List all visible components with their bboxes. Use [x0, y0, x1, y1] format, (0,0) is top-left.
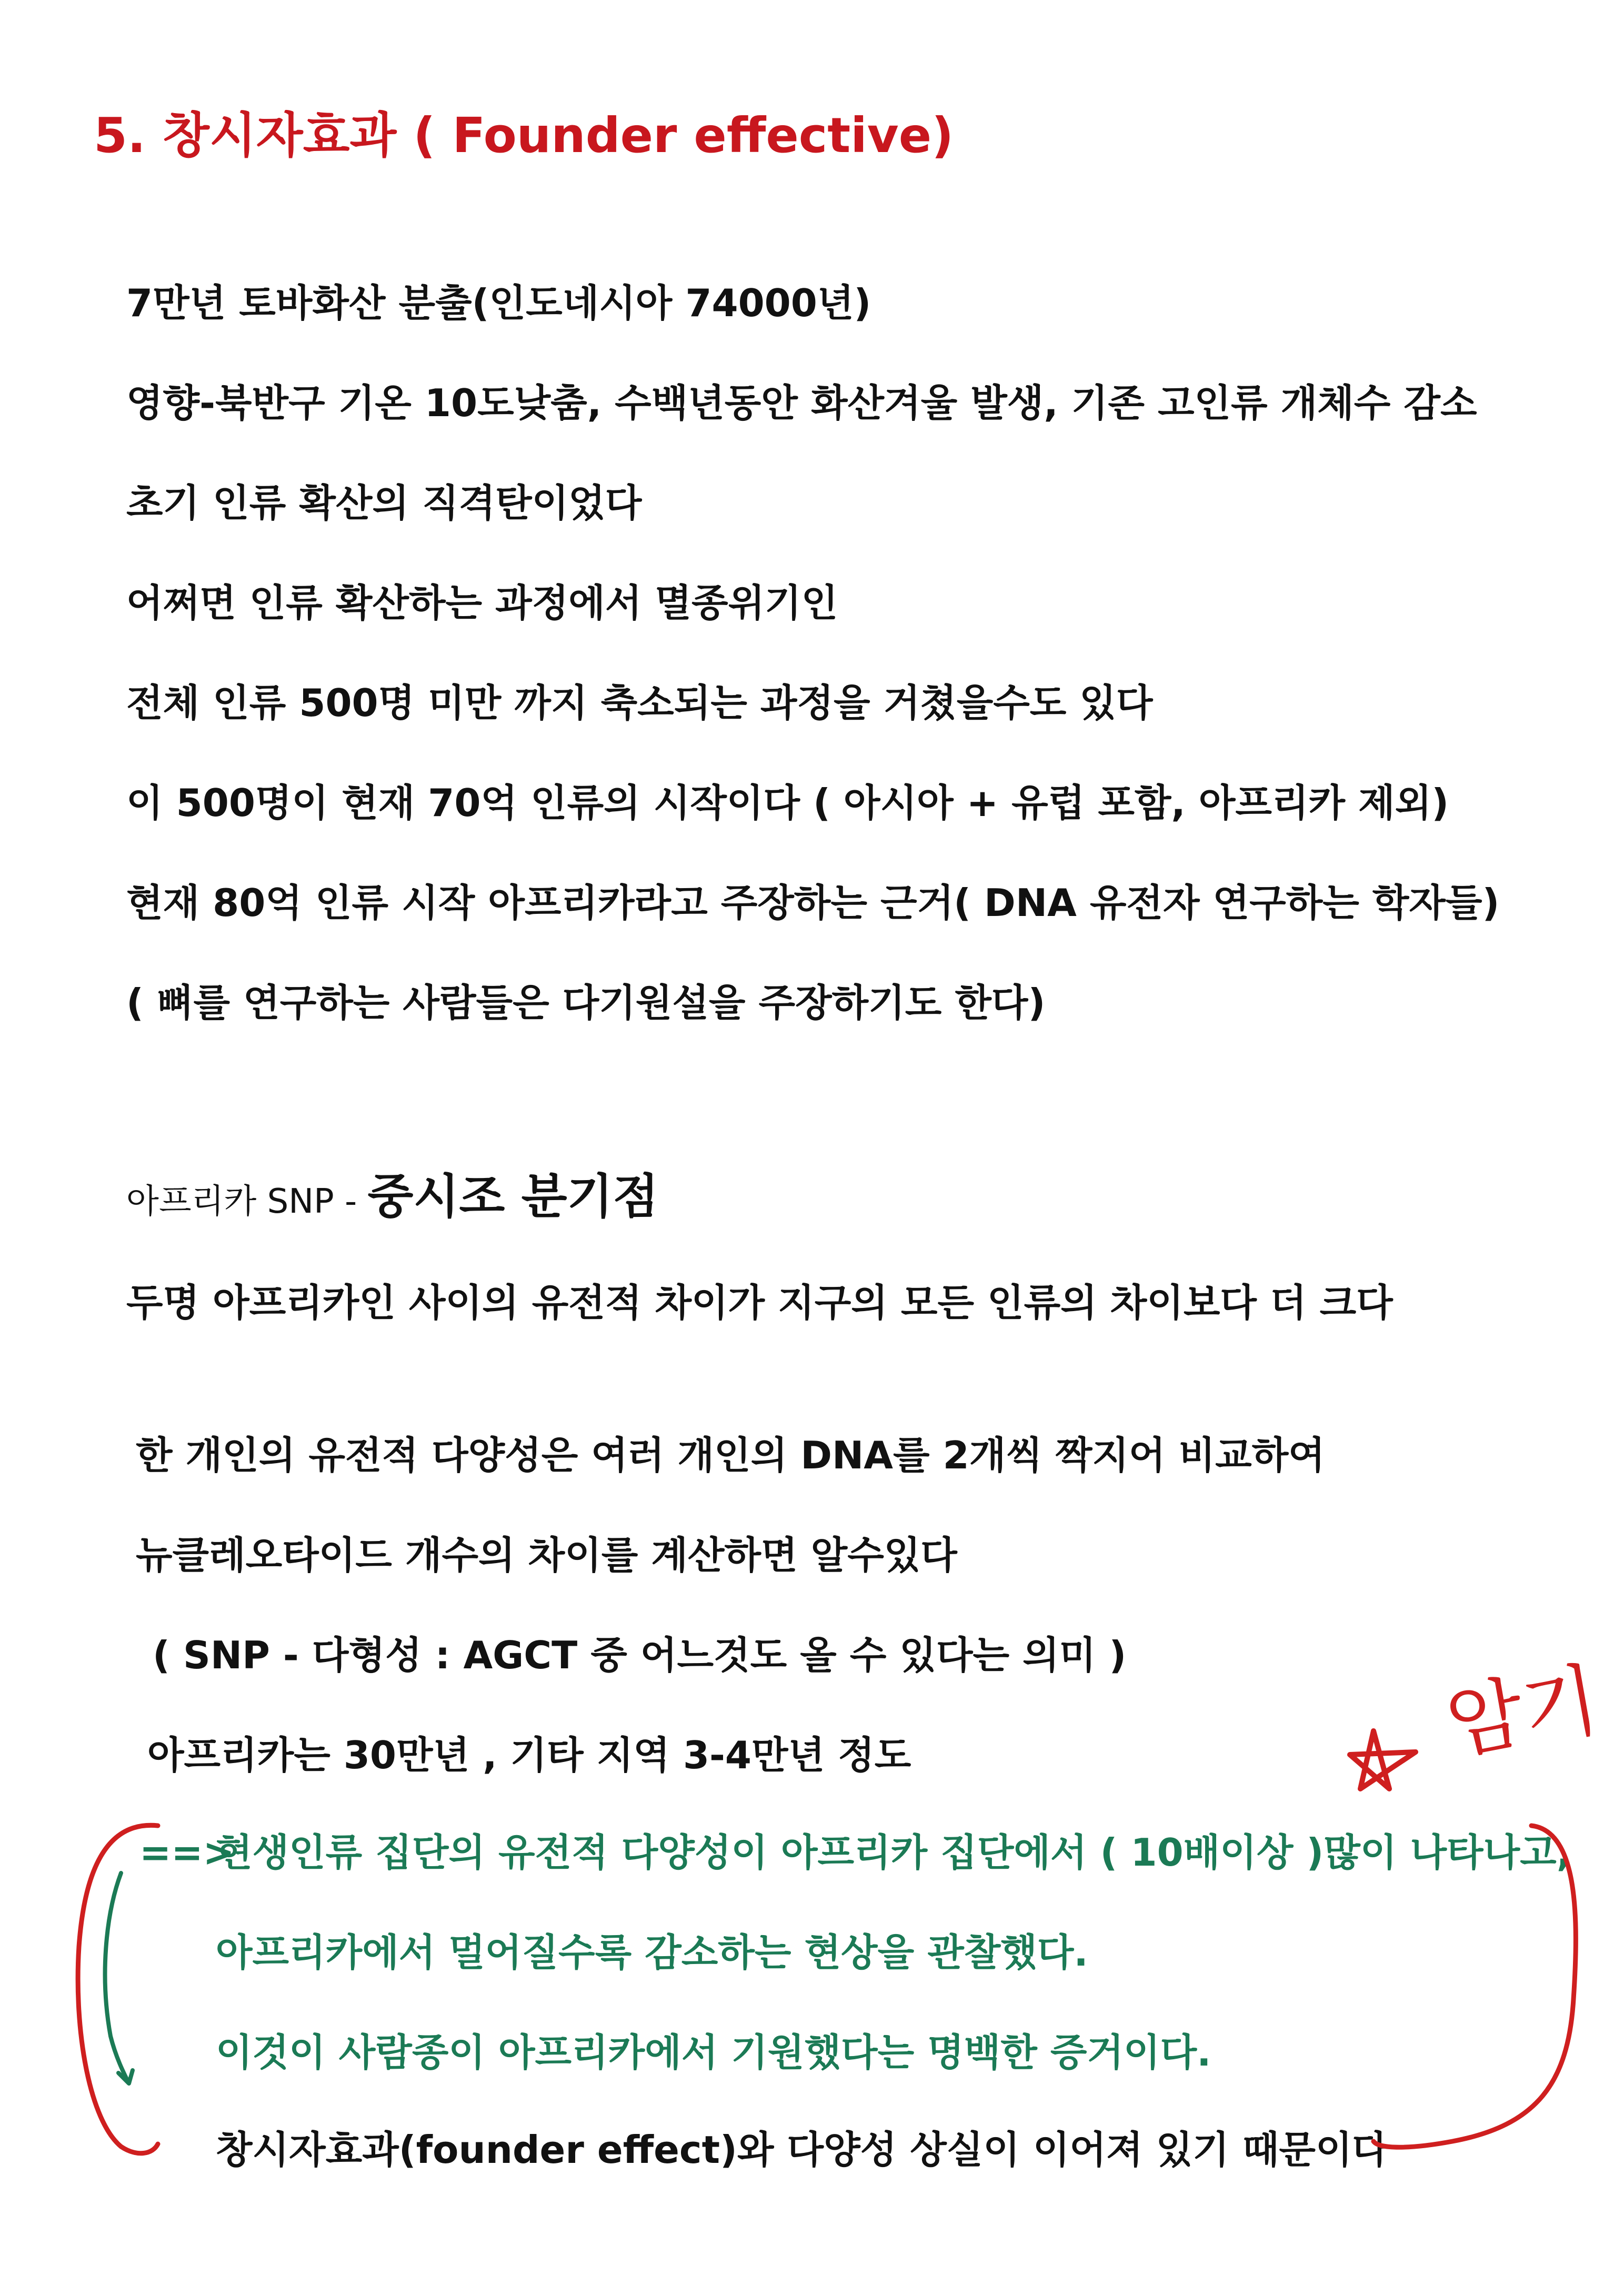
snp-line-3: 뉴클레오타이드 개수의 차이를 계산하면 알수있다 — [136, 1533, 957, 1577]
page-title: 5. 창시자효과 ( Founder effective) — [94, 107, 954, 164]
snp-line-2: 한 개인의 유전적 다양성은 여러 개인의 DNA를 2개씩 짝지어 비교하여 — [136, 1433, 1325, 1477]
snp-line-4: ( SNP - 다형성 : AGCT 중 어느것도 올 수 있다는 의미 ) — [153, 1633, 1127, 1677]
red-bracket-right — [1374, 1826, 1576, 2147]
snp-line-1: 두명 아프리카인 사이의 유전적 차이가 지구의 모든 인류의 차이보다 더 크다 — [126, 1281, 1393, 1325]
body-line-2: 영향-북반구 기온 10도낮춤, 수백년동안 화산겨울 발생, 기존 고인류 개체수 감소 — [126, 381, 1477, 425]
body-line-3: 초기 인류 확산의 직격탄이었다 — [126, 481, 642, 525]
conclusion-line-2: 아프리카에서 멀어질수록 감소하는 현상을 관찰했다. — [216, 1930, 1088, 1975]
snp-heading-emphasis: 중시조 분기점 — [367, 1169, 659, 1224]
red-bracket-left — [78, 1825, 158, 2153]
handwritten-note: 암기 — [1440, 1654, 1606, 1771]
snp-heading-prefix: 아프리카 SNP - — [126, 1182, 368, 1221]
body-line-1: 7만년 토바화산 분출(인도네시아 74000년) — [126, 281, 871, 325]
conclusion-line-1: 현생인류 집단의 유전적 다양성이 아프리카 집단에서 ( 10배이상 )많이 나타나고, — [216, 1830, 1571, 1875]
conclusion-final-line: 창시자효과(founder effect)와 다양성 상실이 이어져 있기 때문이다 — [216, 2128, 1389, 2172]
body-line-5: 전체 인류 500명 미만 까지 축소되는 과정을 거쳤을수도 있다 — [126, 681, 1153, 725]
body-line-8: ( 뼈를 연구하는 사람들은 다기원설을 주장하기도 한다) — [126, 981, 1046, 1025]
body-line-7: 현재 80억 인류 시작 아프리카라고 주장하는 근거( DNA 유전자 연구하는 학자들) — [126, 881, 1500, 925]
body-line-4: 어쩌면 인류 확산하는 과정에서 멸종위기인 — [126, 581, 838, 625]
conclusion-arrow: ==> — [139, 1830, 235, 1875]
star-icon — [1350, 1731, 1416, 1789]
snp-line-5: 아프리카는 30만년 , 기타 지역 3-4만년 정도 — [147, 1733, 911, 1777]
conclusion-line-3: 이것이 사람종이 아프리카에서 기원했다는 명백한 증거이다. — [216, 2030, 1211, 2075]
body-line-6: 이 500명이 현재 70억 인류의 시작이다 ( 아시아 + 유럽 포함, 아프리카 제외) — [126, 781, 1449, 825]
green-down-arrow — [105, 1873, 133, 2083]
